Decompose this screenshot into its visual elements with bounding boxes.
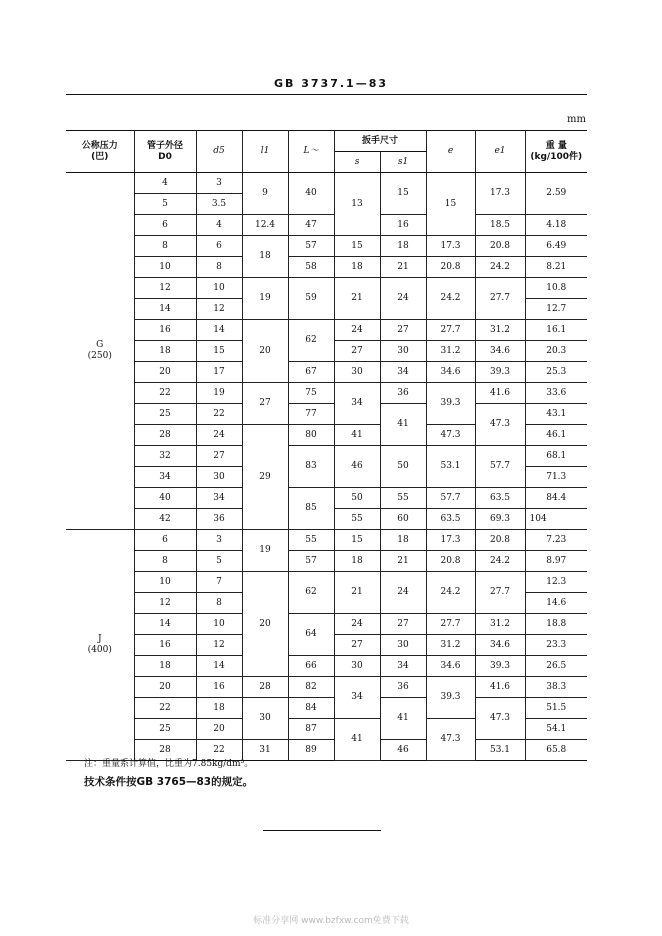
cell-e1: 20.8	[475, 236, 525, 257]
table-row	[66, 614, 587, 635]
cell-e: 34.6	[426, 656, 475, 677]
cell-l1: 20	[242, 320, 288, 383]
cell-L: 87	[288, 719, 334, 740]
table-row	[66, 320, 587, 341]
cell-l1: 19	[242, 530, 288, 572]
cell-weight: 26.5	[525, 656, 587, 677]
cell-weight: 43.1	[525, 404, 587, 425]
cell-e1: 47.3	[475, 404, 525, 446]
cell-d5: 6	[196, 236, 242, 257]
cell-e1: 53.1	[475, 740, 525, 761]
cell-e1: 57.7	[475, 446, 525, 488]
cell-weight: 10.8	[525, 278, 587, 299]
cell-e1: 63.5	[475, 488, 525, 509]
cell-e: 24.2	[426, 278, 475, 320]
cell-d0: 34	[134, 467, 196, 488]
cell-s1: 21	[380, 257, 426, 278]
cell-s1: 34	[380, 656, 426, 677]
table-row	[66, 488, 587, 509]
cell-s: 15	[334, 236, 380, 257]
cell-s: 41	[334, 425, 380, 446]
cell-e1: 39.3	[475, 362, 525, 383]
cell-d5: 8	[196, 257, 242, 278]
cell-l1: 9	[242, 173, 288, 215]
table-row	[66, 236, 587, 257]
group-label-g: G (250)	[66, 173, 134, 530]
cell-s1: 24	[380, 278, 426, 320]
cell-d0: 6	[134, 215, 196, 236]
cell-s: 27	[334, 341, 380, 362]
cell-d5: 27	[196, 446, 242, 467]
cell-s1: 50	[380, 446, 426, 488]
cell-weight: 25.3	[525, 362, 587, 383]
cell-L: 89	[288, 740, 334, 761]
cell-s: 46	[334, 446, 380, 488]
cell-weight: 33.6	[525, 383, 587, 404]
cell-d0: 8	[134, 236, 196, 257]
header-s: s	[334, 152, 380, 173]
cell-e1: 27.7	[475, 572, 525, 614]
unit-label: mm	[567, 114, 586, 125]
table-row	[66, 677, 587, 698]
cell-e: 17.3	[426, 236, 475, 257]
cell-e: 20.8	[426, 551, 475, 572]
cell-e1: 41.6	[475, 383, 525, 404]
cell-d5: 22	[196, 404, 242, 425]
cell-weight: 4.18	[525, 215, 587, 236]
cell-d5: 8	[196, 593, 242, 614]
table-row	[66, 173, 587, 194]
header-wrench: 扳手尺寸	[334, 131, 426, 152]
cell-weight: 7.23	[525, 530, 587, 551]
cell-l1: 12.4	[242, 215, 288, 236]
cell-weight: 2.59	[525, 173, 587, 215]
top-rule	[66, 94, 587, 95]
header-weight: 重 量 (kg/100件)	[525, 131, 587, 173]
cell-d0: 12	[134, 278, 196, 299]
cell-s: 41	[334, 719, 380, 761]
cell-L: 59	[288, 278, 334, 320]
cell-s1: 27	[380, 614, 426, 635]
cell-L: 62	[288, 572, 334, 614]
footnote: 注：重量系计算值，比重为7.85kg/dm³。	[84, 759, 254, 769]
cell-e1: 31.2	[475, 614, 525, 635]
cell-e: 63.5	[426, 509, 475, 530]
cell-e: 31.2	[426, 341, 475, 362]
cell-s: 13	[334, 173, 380, 236]
cell-s1: 60	[380, 509, 426, 530]
cell-s1: 24	[380, 572, 426, 614]
cell-d0: 6	[134, 530, 196, 551]
cell-e: 15	[426, 173, 475, 236]
cell-s1: 36	[380, 677, 426, 698]
cell-weight: 12.7	[525, 299, 587, 320]
cell-s: 30	[334, 362, 380, 383]
cell-e: 57.7	[426, 488, 475, 509]
cell-e1: 24.2	[475, 257, 525, 278]
cell-d0: 10	[134, 572, 196, 593]
cell-d5: 7	[196, 572, 242, 593]
cell-d0: 16	[134, 635, 196, 656]
cell-e1: 18.5	[475, 215, 525, 236]
cell-d5: 36	[196, 509, 242, 530]
bottom-rule	[263, 830, 381, 831]
cell-d5: 20	[196, 719, 242, 740]
cell-d5: 10	[196, 614, 242, 635]
cell-l1: 18	[242, 236, 288, 278]
header-e1: e1	[475, 131, 525, 173]
cell-e1: 27.7	[475, 278, 525, 320]
watermark: 标准分享网 www.bzfxw.com免费下载	[253, 916, 409, 926]
table-row	[66, 362, 587, 383]
cell-L: 66	[288, 656, 334, 677]
cell-s1: 41	[380, 698, 426, 740]
cell-d5: 15	[196, 341, 242, 362]
cell-d0: 5	[134, 194, 196, 215]
cell-s: 15	[334, 530, 380, 551]
cell-d5: 14	[196, 320, 242, 341]
cell-d0: 25	[134, 719, 196, 740]
table-row	[66, 404, 587, 425]
cell-weight: 54.1	[525, 719, 587, 740]
cell-d0: 32	[134, 446, 196, 467]
cell-d5: 19	[196, 383, 242, 404]
table-row	[66, 551, 587, 572]
cell-weight: 8.97	[525, 551, 587, 572]
cell-s: 18	[334, 257, 380, 278]
table-row	[66, 698, 587, 719]
table-row	[66, 257, 587, 278]
cell-weight: 8.21	[525, 257, 587, 278]
cell-d5: 3.5	[196, 194, 242, 215]
cell-L: 40	[288, 173, 334, 215]
cell-L: 83	[288, 446, 334, 488]
cell-e1: 17.3	[475, 173, 525, 215]
cell-d5: 22	[196, 740, 242, 761]
cell-l1: 31	[242, 740, 288, 761]
header-L: L～	[288, 131, 334, 173]
cell-d0: 20	[134, 362, 196, 383]
cell-d0: 8	[134, 551, 196, 572]
cell-e1: 39.3	[475, 656, 525, 677]
cell-d0: 14	[134, 614, 196, 635]
cell-L: 64	[288, 614, 334, 656]
header-d5: d5	[196, 131, 242, 173]
cell-weight: 6.49	[525, 236, 587, 257]
table-row	[66, 572, 587, 593]
cell-weight: 84.4	[525, 488, 587, 509]
cell-d0: 12	[134, 593, 196, 614]
cell-e1: 69.3	[475, 509, 525, 530]
cell-e1: 41.6	[475, 677, 525, 698]
cell-l1: 27	[242, 383, 288, 425]
cell-d0: 28	[134, 425, 196, 446]
cell-s: 30	[334, 656, 380, 677]
cell-weight: 46.1	[525, 425, 587, 446]
cell-L: 57	[288, 236, 334, 257]
cell-L: 57	[288, 551, 334, 572]
cell-L: 58	[288, 257, 334, 278]
cell-weight: 12.3	[525, 572, 587, 593]
cell-weight: 68.1	[525, 446, 587, 467]
cell-s: 55	[334, 509, 380, 530]
cell-l1: 20	[242, 572, 288, 677]
cell-d0: 25	[134, 404, 196, 425]
cell-s1: 30	[380, 341, 426, 362]
header-pipe-od: 管子外径 D0	[134, 131, 196, 173]
cell-s: 24	[334, 614, 380, 635]
cell-weight: 14.6	[525, 593, 587, 614]
group-label-j: J (400)	[66, 530, 134, 761]
cell-d0: 20	[134, 677, 196, 698]
cell-L: 84	[288, 698, 334, 719]
cell-L: 82	[288, 677, 334, 698]
cell-l1: 30	[242, 698, 288, 740]
table-row	[66, 656, 587, 677]
cell-l1: 28	[242, 677, 288, 698]
cell-L: 67	[288, 362, 334, 383]
cell-s: 34	[334, 383, 380, 425]
cell-l1: 19	[242, 278, 288, 320]
cell-weight: 38.3	[525, 677, 587, 698]
cell-s1: 46	[380, 740, 426, 761]
cell-L: 85	[288, 488, 334, 530]
cell-s1: 34	[380, 362, 426, 383]
cell-e1: 34.6	[475, 635, 525, 656]
header-pressure: 公称压力 (巴)	[66, 131, 134, 173]
cell-e: 34.6	[426, 362, 475, 383]
cell-l1: 29	[242, 425, 288, 530]
cell-L: 47	[288, 215, 334, 236]
cell-d5: 17	[196, 362, 242, 383]
cell-s1: 18	[380, 236, 426, 257]
cell-s: 27	[334, 635, 380, 656]
cell-weight: 23.3	[525, 635, 587, 656]
cell-s: 21	[334, 572, 380, 614]
cell-e: 39.3	[426, 383, 475, 425]
cell-s: 21	[334, 278, 380, 320]
cell-weight: 71.3	[525, 467, 587, 488]
cell-s: 34	[334, 677, 380, 719]
cell-d0: 10	[134, 257, 196, 278]
cell-s1: 16	[380, 215, 426, 236]
cell-d0: 40	[134, 488, 196, 509]
cell-d0: 16	[134, 320, 196, 341]
technical-conditions: 技术条件按GB 3765—83的规定。	[84, 776, 254, 788]
dimension-table	[66, 130, 587, 761]
cell-d0: 4	[134, 173, 196, 194]
cell-e: 47.3	[426, 425, 475, 446]
table-row	[66, 446, 587, 467]
cell-e: 17.3	[426, 530, 475, 551]
cell-e: 27.7	[426, 614, 475, 635]
cell-s1: 18	[380, 530, 426, 551]
cell-e: 27.7	[426, 320, 475, 341]
cell-d5: 12	[196, 299, 242, 320]
cell-d5: 14	[196, 656, 242, 677]
cell-weight: 65.8	[525, 740, 587, 761]
cell-s1: 55	[380, 488, 426, 509]
table-row	[66, 215, 587, 236]
cell-d5: 10	[196, 278, 242, 299]
cell-e1: 47.3	[475, 698, 525, 740]
table-row	[66, 530, 587, 551]
cell-e: 39.3	[426, 677, 475, 719]
cell-L: 62	[288, 320, 334, 362]
cell-s1: 15	[380, 173, 426, 215]
table-row	[66, 278, 587, 299]
cell-e: 47.3	[426, 719, 475, 761]
cell-weight: 16.1	[525, 320, 587, 341]
cell-s1: 41	[380, 404, 426, 446]
cell-e1: 20.8	[475, 530, 525, 551]
cell-e1: 34.6	[475, 341, 525, 362]
cell-s1: 30	[380, 635, 426, 656]
cell-e1: 31.2	[475, 320, 525, 341]
cell-s: 24	[334, 320, 380, 341]
table-row	[66, 383, 587, 404]
cell-s1: 36	[380, 383, 426, 404]
cell-L: 77	[288, 404, 334, 425]
cell-d5: 30	[196, 467, 242, 488]
cell-s1: 27	[380, 320, 426, 341]
header-l1: l1	[242, 131, 288, 173]
header-s1: s1	[380, 152, 426, 173]
cell-d5: 5	[196, 551, 242, 572]
cell-weight: 20.3	[525, 341, 587, 362]
cell-L: 75	[288, 383, 334, 404]
header-e: e	[426, 131, 475, 173]
cell-d5: 18	[196, 698, 242, 719]
cell-e: 24.2	[426, 572, 475, 614]
cell-weight: 51.5	[525, 698, 587, 719]
cell-d0: 18	[134, 341, 196, 362]
cell-d0: 18	[134, 656, 196, 677]
cell-L: 55	[288, 530, 334, 551]
cell-d0: 14	[134, 299, 196, 320]
cell-d5: 16	[196, 677, 242, 698]
cell-e1: 24.2	[475, 551, 525, 572]
cell-weight: 18.8	[525, 614, 587, 635]
cell-d5: 12	[196, 635, 242, 656]
standard-number: GB 3737.1—83	[274, 77, 388, 90]
cell-d5: 34	[196, 488, 242, 509]
cell-e: 20.8	[426, 257, 475, 278]
cell-s1: 21	[380, 551, 426, 572]
cell-s: 50	[334, 488, 380, 509]
cell-d0: 28	[134, 740, 196, 761]
cell-d5: 4	[196, 215, 242, 236]
cell-d0: 22	[134, 383, 196, 404]
cell-d5: 24	[196, 425, 242, 446]
cell-L: 80	[288, 425, 334, 446]
cell-d0: 42	[134, 509, 196, 530]
cell-e: 31.2	[426, 635, 475, 656]
cell-s: 18	[334, 551, 380, 572]
cell-d5: 3	[196, 530, 242, 551]
cell-d0: 22	[134, 698, 196, 719]
cell-e: 53.1	[426, 446, 475, 488]
cell-d5: 3	[196, 173, 242, 194]
cell-weight: 104	[525, 509, 587, 530]
